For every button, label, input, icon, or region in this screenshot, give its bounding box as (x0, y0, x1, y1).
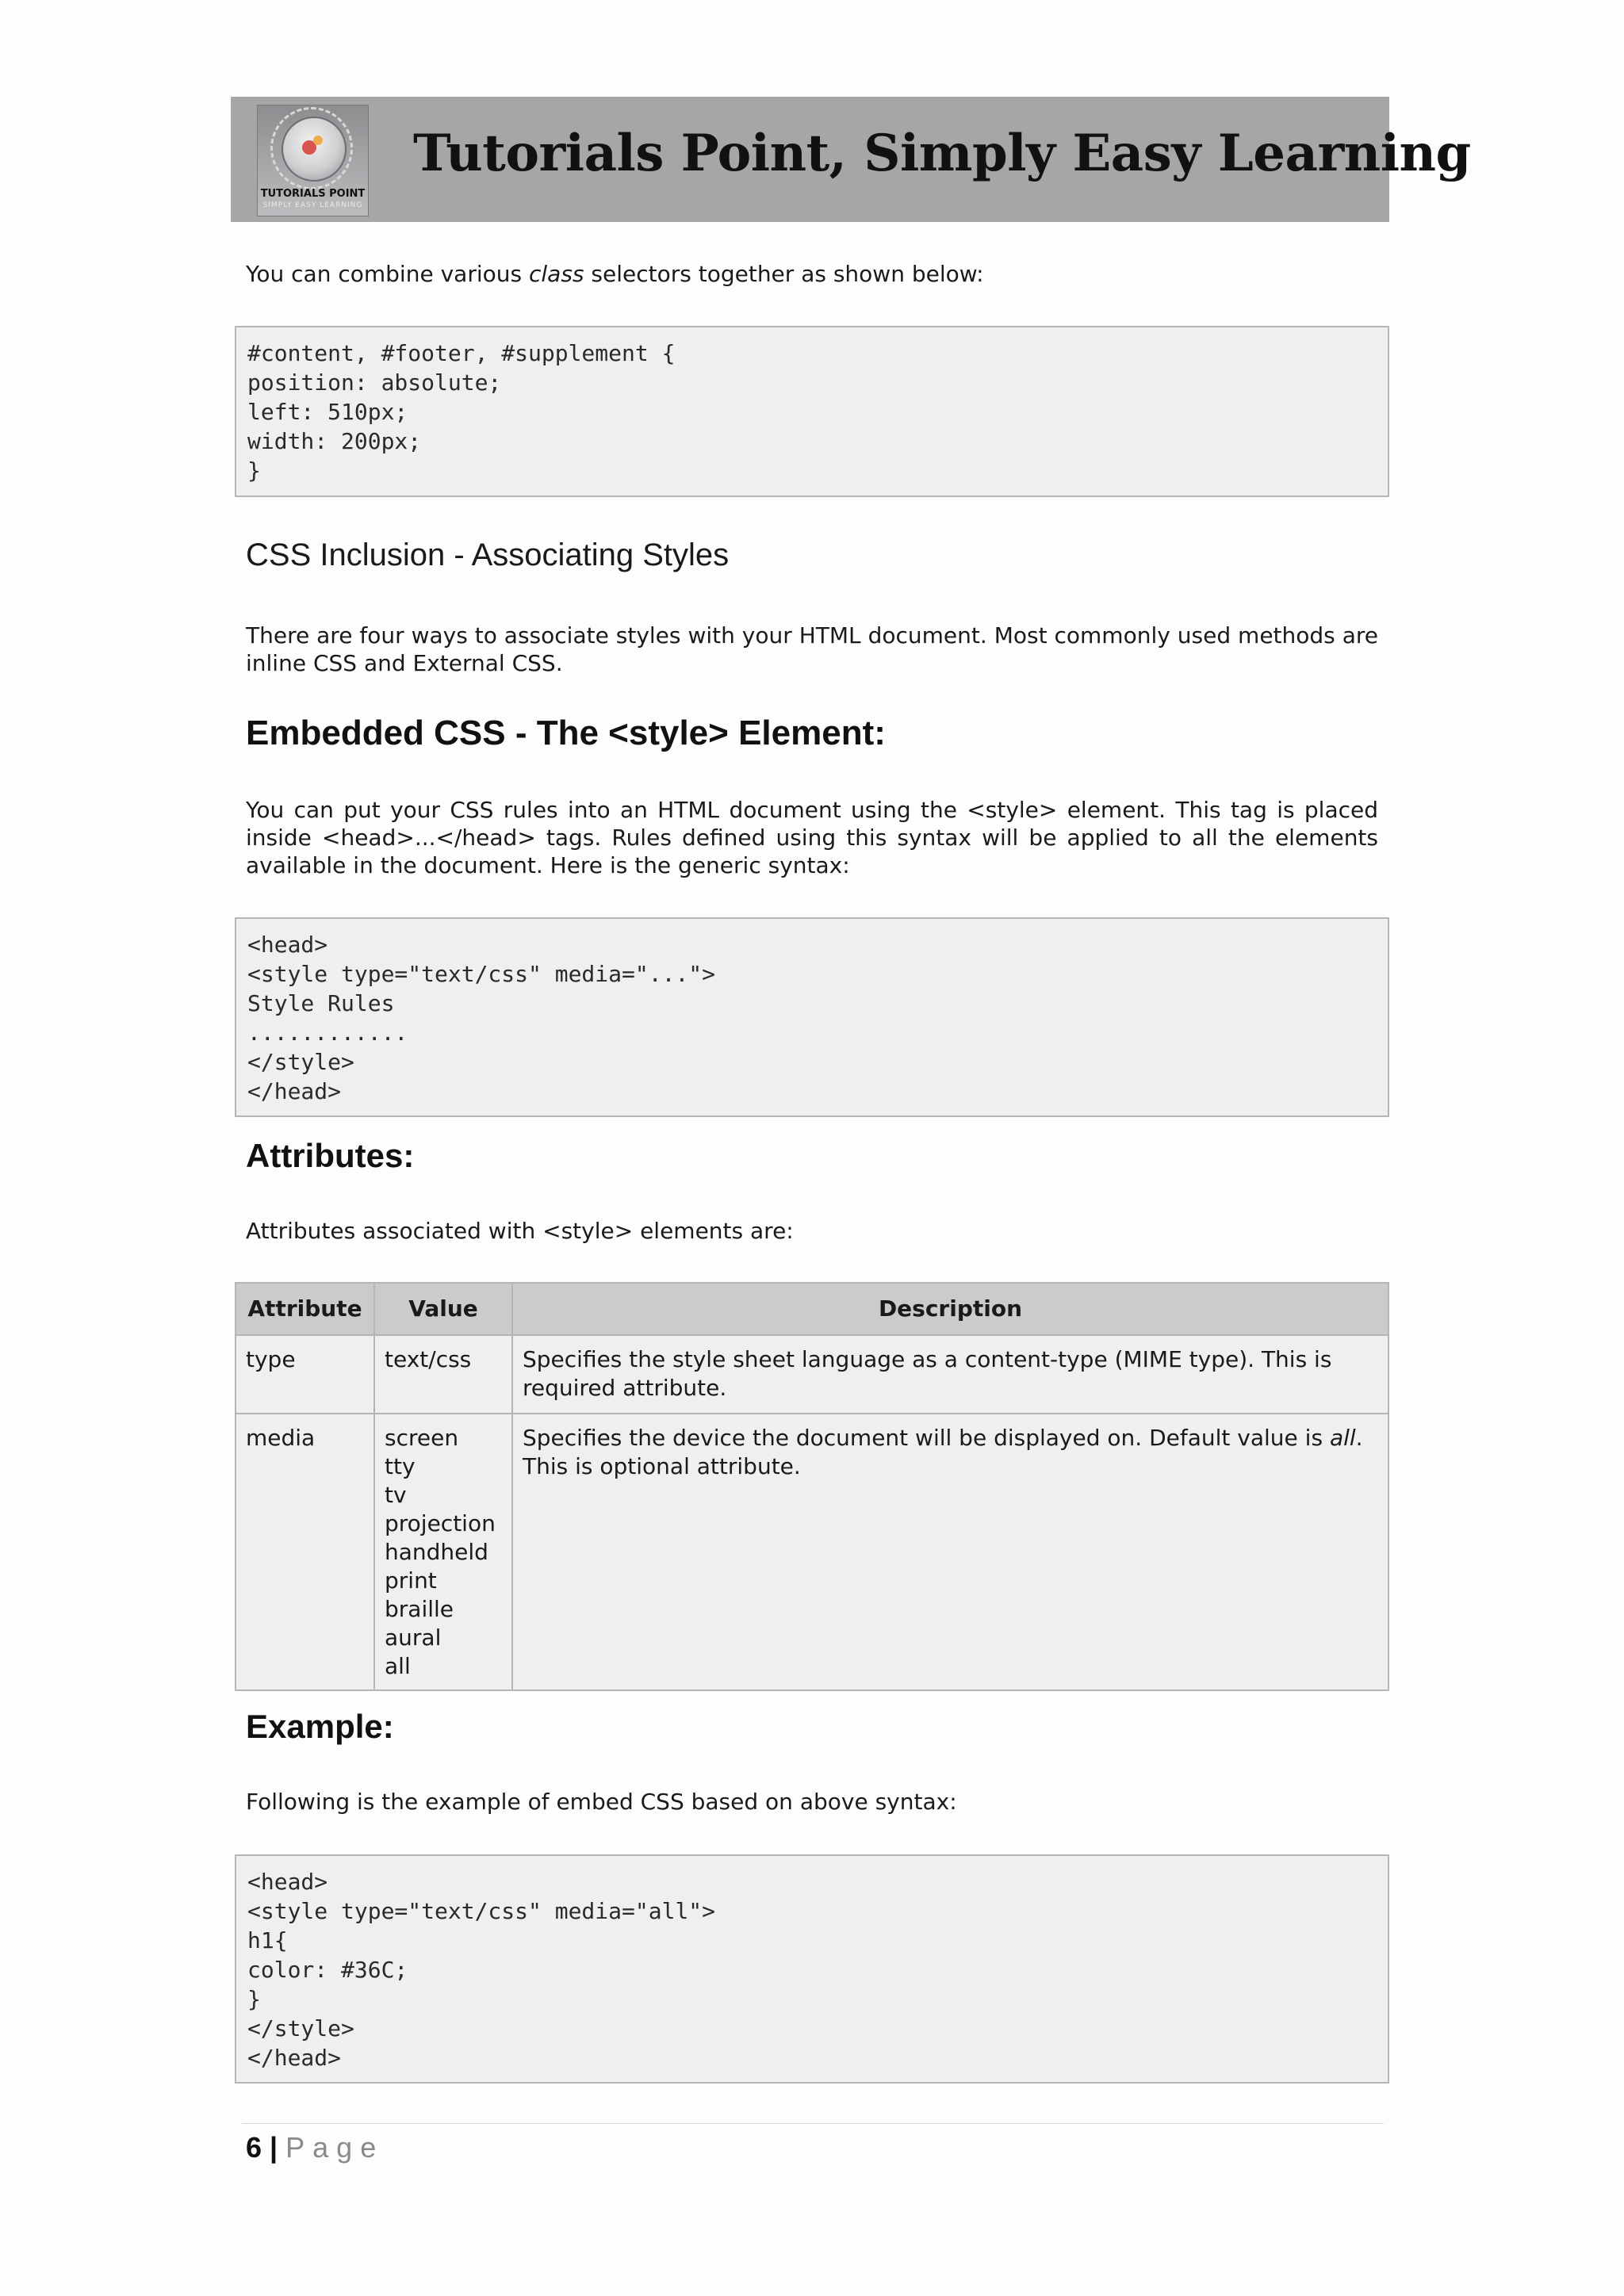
code-block-example (235, 1854, 1389, 2084)
intro-text: selectors together as shown below: (584, 261, 984, 287)
code-block-syntax (235, 917, 1389, 1117)
code-line: ............ (247, 1020, 408, 1046)
attributes-paragraph: Attributes associated with <style> elements are: (246, 1218, 794, 1244)
value-item: braille (385, 1596, 454, 1622)
section-title: CSS Inclusion - Associating Styles (246, 538, 730, 572)
footer-divider (242, 2123, 1384, 2124)
value-item: handheld (385, 1539, 488, 1565)
description-emphasis: all (1329, 1425, 1356, 1451)
value-item: print (385, 1567, 437, 1594)
embedded-css-heading: Embedded CSS - The <style> Element: (246, 714, 886, 752)
page-number: 6 (246, 2131, 262, 2164)
attributes-table (235, 1282, 1389, 1691)
description-cell (512, 1414, 1388, 1690)
header-banner (231, 97, 1471, 222)
code-line: </style> (247, 1049, 354, 1075)
value-cell (374, 1335, 512, 1414)
code-line: } (247, 457, 261, 484)
code-line: Style Rules (247, 990, 395, 1016)
logo-tagline: SIMPLY EASY LEARNING (262, 201, 363, 209)
code-line: position: absolute; (247, 369, 502, 396)
table-row (236, 1414, 1388, 1690)
code-line: left: 510px; (247, 399, 408, 425)
value-item: tty (385, 1453, 416, 1479)
code-line: <head> (247, 932, 328, 958)
description-cell: Specifies the style sheet language as a content-type (MIME type). This is required attribute. (512, 1335, 1388, 1414)
logo-name: TUTORIALS POINT (260, 188, 366, 200)
embedded-css-paragraph: You can put your CSS rules into an HTML document using the <style> element. This tag is placed inside <head>...</head> tags. Rules defined using this syntax will be applied to all the elements available in the document. Here is the generic syntax: (246, 797, 1378, 878)
header-title: Tutorials Point, Simply Easy Learning (413, 124, 1471, 183)
code-line: color: #36C; (247, 1957, 408, 1983)
intro-emphasis: class (528, 261, 584, 287)
code-line: } (247, 1986, 261, 2012)
table-header-cell: Attribute (236, 1283, 374, 1335)
code-line: <style type="text/css" media="..."> (247, 961, 716, 987)
value-item: projection (385, 1510, 496, 1536)
value-item: all (385, 1653, 411, 1679)
intro-paragraph (246, 260, 1378, 288)
value-item: aural (385, 1624, 442, 1651)
value-item: tv (385, 1482, 407, 1508)
value-item: screen (385, 1425, 459, 1451)
section-paragraph: There are four ways to associate styles with your HTML document. Most commonly used methods are inline CSS and External CSS. (246, 622, 1378, 676)
code-block-selectors (235, 326, 1389, 497)
example-paragraph: Following is the example of embed CSS based on above syntax: (246, 1789, 957, 1815)
value-cell (374, 1414, 512, 1690)
page-footer (246, 2131, 384, 2164)
tutorials-point-logo (257, 105, 369, 216)
description-text: . This is optional attribute. (523, 1425, 1363, 1479)
code-line: </head> (247, 1078, 342, 1104)
attributes-heading: Attributes: (246, 1137, 415, 1174)
code-line: <style type="text/css" media="all"> (247, 1898, 716, 1924)
code-line: h1{ (247, 1927, 288, 1954)
example-heading: Example: (246, 1708, 394, 1745)
table-header-cell: Description (512, 1283, 1388, 1335)
code-line: width: 200px; (247, 428, 422, 454)
description-text: Specifies the device the document will be displayed on. Default value is (523, 1425, 1330, 1451)
code-line: #content, #footer, #supplement { (247, 340, 676, 366)
page-label: Page (285, 2131, 385, 2164)
footer-separator: | (270, 2131, 278, 2164)
attribute-cell: type (236, 1335, 374, 1414)
logo-accent-icon (313, 136, 323, 145)
table-header-row (236, 1283, 1388, 1335)
code-line: <head> (247, 1869, 328, 1895)
intro-text: You can combine various (246, 261, 529, 287)
table-row (236, 1335, 1388, 1414)
code-line: </style> (247, 2015, 354, 2042)
attribute-cell: media (236, 1414, 374, 1690)
code-line: </head> (247, 2045, 342, 2071)
table-header-cell: Value (374, 1283, 512, 1335)
value-item: text/css (385, 1346, 472, 1372)
